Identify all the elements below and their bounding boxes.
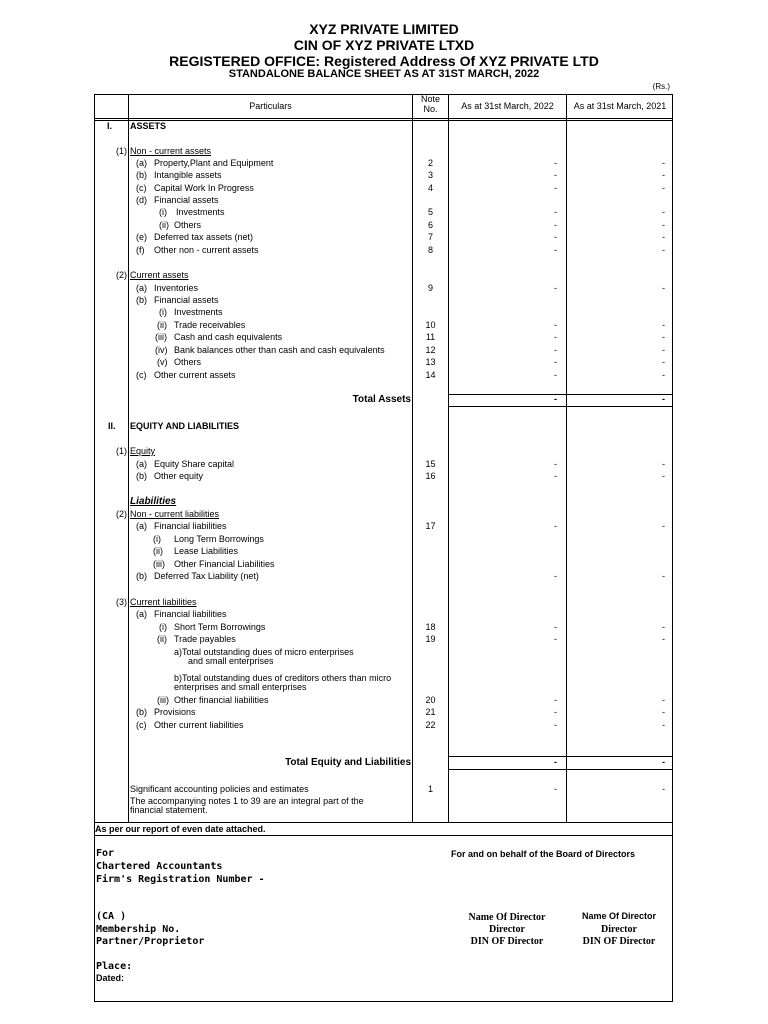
col-header-cur-year: As at 31st March, 2022 <box>461 101 554 111</box>
row-label: EQUITY AND LIABILITIES <box>130 421 240 431</box>
row-value-2022: - <box>554 232 557 242</box>
row-value-2021: - <box>662 183 665 193</box>
row-number: (a) <box>136 609 147 619</box>
row-number: (iv) <box>155 345 168 355</box>
row-value-2021: - <box>662 220 665 230</box>
row-label: Financial liabilities <box>154 609 227 619</box>
director1-title: Director <box>489 924 525 935</box>
row-number: (b) <box>136 170 147 180</box>
row-number: (i) <box>153 534 161 544</box>
row-value-2022: - <box>554 170 557 180</box>
row-label: Equity Share capital <box>154 459 235 469</box>
table-bottom-rule <box>94 822 673 823</box>
row-number: (b) <box>136 471 147 481</box>
row-note: 20 <box>425 695 436 705</box>
row-label: b)Total outstanding dues of creditors others than micro <box>174 673 392 683</box>
row-note: 1 <box>427 784 433 794</box>
row-value-2022: - <box>554 320 557 330</box>
row-value-2022: - <box>554 394 557 404</box>
row-note: 8 <box>427 245 433 255</box>
row-value-2022: - <box>554 634 557 644</box>
row-label: Capital Work In Progress <box>154 183 254 193</box>
row-number: (iii) <box>157 695 169 705</box>
footer-frn: Firm's Registration Number - <box>96 874 265 885</box>
row-note: 15 <box>425 459 436 469</box>
row-note: 19 <box>425 634 436 644</box>
row-label: Others <box>174 357 202 367</box>
row-value-2021: - <box>662 232 665 242</box>
row-value-2022: - <box>554 622 557 632</box>
footer-for: For <box>96 848 115 859</box>
row-note: 18 <box>425 622 436 632</box>
row-label: Cash and cash equivalents <box>174 332 283 342</box>
row-label: Non - current liabilities <box>130 509 220 519</box>
row-value-2021: - <box>662 394 665 404</box>
row-note: 21 <box>425 707 436 717</box>
col-header-prev-year: As at 31st March, 2021 <box>573 101 667 111</box>
row-note: 17 <box>425 521 436 531</box>
col-header-note-1: Note <box>420 94 440 104</box>
row-value-2021: - <box>662 622 665 632</box>
row-value-2022: - <box>554 471 557 481</box>
currency-unit: (Rs.) <box>652 82 670 91</box>
footer-board: For and on behalf of the Board of Directors <box>451 849 636 859</box>
row-number: (a) <box>136 158 147 168</box>
row-number: (iii) <box>155 332 167 342</box>
row-label: Other financial liabilities <box>174 695 269 705</box>
row-value-2022: - <box>554 757 557 767</box>
row-label: Liabilities <box>130 496 177 507</box>
row-label: Significant accounting policies and estimates <box>130 784 309 794</box>
col-header-particulars: Particulars <box>249 101 292 111</box>
report-rule <box>94 835 673 836</box>
row-label: Other Financial Liabilities <box>174 559 275 569</box>
row-label: Bank balances other than cash and cash equivalents <box>174 345 385 355</box>
row-number: (a) <box>136 283 147 293</box>
row-value-2021: - <box>662 720 665 730</box>
row-label: Non - current assets <box>130 146 212 156</box>
row-label: Investments <box>176 207 225 217</box>
row-value-2021: - <box>662 784 665 794</box>
total-assets-rule-bottom <box>448 406 673 407</box>
row-label: Equity <box>130 446 156 456</box>
row-value-2022: - <box>554 207 557 217</box>
row-value-2021: - <box>662 332 665 342</box>
row-note: 5 <box>427 207 433 217</box>
row-number: (ii) <box>157 634 167 644</box>
row-number: (ii) <box>159 220 169 230</box>
row-number: (i) <box>159 207 167 217</box>
row-label: Lease Liabilities <box>174 546 239 556</box>
row-value-2021: - <box>662 757 665 767</box>
row-value-2021: - <box>662 345 665 355</box>
header-rule-2 <box>94 120 673 121</box>
row-note: 12 <box>425 345 436 355</box>
row-value-2022: - <box>554 370 557 380</box>
row-note: 7 <box>427 232 433 242</box>
row-number: II. <box>108 421 116 431</box>
row-label: Financial assets <box>154 295 219 305</box>
footer-dated: Dated: <box>96 973 125 983</box>
row-value-2022: - <box>554 345 557 355</box>
row-value-2022: - <box>554 720 557 730</box>
row-label: Provisions <box>154 707 196 717</box>
row-label: Trade payables <box>174 634 236 644</box>
row-label: Deferred tax assets (net) <box>154 232 254 242</box>
row-number: (i) <box>159 307 167 317</box>
row-number: (b) <box>136 571 147 581</box>
row-label: Investments <box>174 307 223 317</box>
row-value-2022: - <box>554 183 557 193</box>
row-value-2022: - <box>554 571 557 581</box>
row-label: Other non - current assets <box>154 245 259 255</box>
row-number: (a) <box>136 459 147 469</box>
director2-name: Name Of Director <box>581 911 657 921</box>
row-number: (d) <box>136 195 147 205</box>
row-note: 9 <box>427 283 433 293</box>
row-value-2022: - <box>554 357 557 367</box>
row-number: I. <box>107 121 113 131</box>
row-number: (2) <box>116 270 127 280</box>
row-number: (f) <box>136 245 145 255</box>
row-value-2021: - <box>662 634 665 644</box>
row-label-continued: financial statement. <box>130 805 208 815</box>
row-number: (e) <box>136 232 147 242</box>
row-label: Other current assets <box>154 370 236 380</box>
row-label: Short Term Borrowings <box>174 622 266 632</box>
row-number: (ii) <box>153 546 163 556</box>
row-value-2022: - <box>554 332 557 342</box>
col-divider-num <box>128 94 129 822</box>
row-number: (ii) <box>157 320 167 330</box>
footer-chartered: Chartered Accountants <box>96 861 223 872</box>
row-label: Current liabilities <box>130 597 197 607</box>
row-number: (c) <box>136 720 147 730</box>
row-note: 4 <box>427 183 433 193</box>
header-rule <box>94 118 673 119</box>
row-value-2021: - <box>662 521 665 531</box>
row-label: Long Term Borrowings <box>174 534 264 544</box>
company-cin: CIN OF XYZ PRIVATE LTXD <box>293 37 475 53</box>
row-label: Others <box>174 220 202 230</box>
row-number: (b) <box>136 295 147 305</box>
row-value-2021: - <box>662 207 665 217</box>
row-value-2021: - <box>662 471 665 481</box>
row-value-2021: - <box>662 571 665 581</box>
total-eq-rule-bottom <box>448 769 673 770</box>
row-label: Property,Plant and Equipment <box>154 158 274 168</box>
row-note: 10 <box>425 320 436 330</box>
row-value-2021: - <box>662 707 665 717</box>
row-value-2021: - <box>662 357 665 367</box>
statement-title: STANDALONE BALANCE SHEET AS AT 31ST MARCH, 2022 <box>228 68 540 80</box>
row-note: 16 <box>425 471 436 481</box>
row-value-2022: - <box>554 220 557 230</box>
row-note: 6 <box>427 220 433 230</box>
row-value-2022: - <box>554 521 557 531</box>
row-value-2022: - <box>554 283 557 293</box>
row-label: Trade receivables <box>174 320 246 330</box>
total-label: Total Equity and Liabilities <box>285 757 411 768</box>
row-value-2022: - <box>554 784 557 794</box>
row-note: 2 <box>427 158 433 168</box>
row-note: 11 <box>425 332 436 342</box>
row-value-2021: - <box>662 170 665 180</box>
row-value-2022: - <box>554 459 557 469</box>
row-number: (1) <box>116 446 127 456</box>
row-label: Deferred Tax Liability (net) <box>154 571 259 581</box>
total-label: Total Assets <box>352 394 411 405</box>
row-label: Financial liabilities <box>154 521 227 531</box>
row-value-2021: - <box>662 370 665 380</box>
row-number: (v) <box>157 357 168 367</box>
footer-membership: Membership No. <box>96 924 181 935</box>
row-label-continued: enterprises and small enterprises <box>174 682 307 692</box>
row-number: (c) <box>136 183 147 193</box>
footer-place: Place: <box>96 961 133 972</box>
row-value-2022: - <box>554 245 557 255</box>
row-label: Inventories <box>154 283 199 293</box>
row-value-2021: - <box>662 459 665 469</box>
footer-partner: Partner/Proprietor <box>96 936 205 947</box>
row-label: Current assets <box>130 270 189 280</box>
company-name: XYZ PRIVATE LIMITED <box>309 21 459 37</box>
row-label-continued: and small enterprises <box>188 656 274 666</box>
row-value-2022: - <box>554 158 557 168</box>
col-header-note-2: No. <box>423 104 438 114</box>
director1-din: DIN OF Director <box>470 936 544 947</box>
row-number: (1) <box>116 146 127 156</box>
report-note: As per our report of even date attached. <box>95 824 266 834</box>
row-number: (iii) <box>153 559 165 569</box>
row-label: Other equity <box>154 471 204 481</box>
row-number: (i) <box>159 622 167 632</box>
director2-title: Director <box>601 924 637 935</box>
row-note: 14 <box>425 370 436 380</box>
footer-ca: (CA ) <box>96 911 127 922</box>
row-label: a)Total outstanding dues of micro enterprises <box>174 647 354 657</box>
row-number: (c) <box>136 370 147 380</box>
row-label: The accompanying notes 1 to 39 are an integral part of the <box>130 796 364 806</box>
director1-name: Name Of Director <box>468 912 546 923</box>
row-value-2021: - <box>662 695 665 705</box>
row-value-2022: - <box>554 695 557 705</box>
row-number: (a) <box>136 521 147 531</box>
registered-office: REGISTERED OFFICE: Registered Address Of XYZ PRIVATE LTD <box>169 53 599 69</box>
row-label: Other current liabilities <box>154 720 244 730</box>
row-number: (b) <box>136 707 147 717</box>
row-label: ASSETS <box>130 121 167 131</box>
director2-din: DIN OF Director <box>582 936 656 947</box>
row-note: 22 <box>425 720 436 730</box>
row-number: (2) <box>116 509 127 519</box>
row-value-2021: - <box>662 245 665 255</box>
row-label: Financial assets <box>154 195 219 205</box>
row-number: (3) <box>116 597 127 607</box>
row-value-2021: - <box>662 158 665 168</box>
row-value-2021: - <box>662 320 665 330</box>
row-value-2022: - <box>554 707 557 717</box>
row-label: Intangible assets <box>154 170 222 180</box>
row-note: 13 <box>425 357 436 367</box>
row-note: 3 <box>427 170 433 180</box>
row-value-2021: - <box>662 283 665 293</box>
